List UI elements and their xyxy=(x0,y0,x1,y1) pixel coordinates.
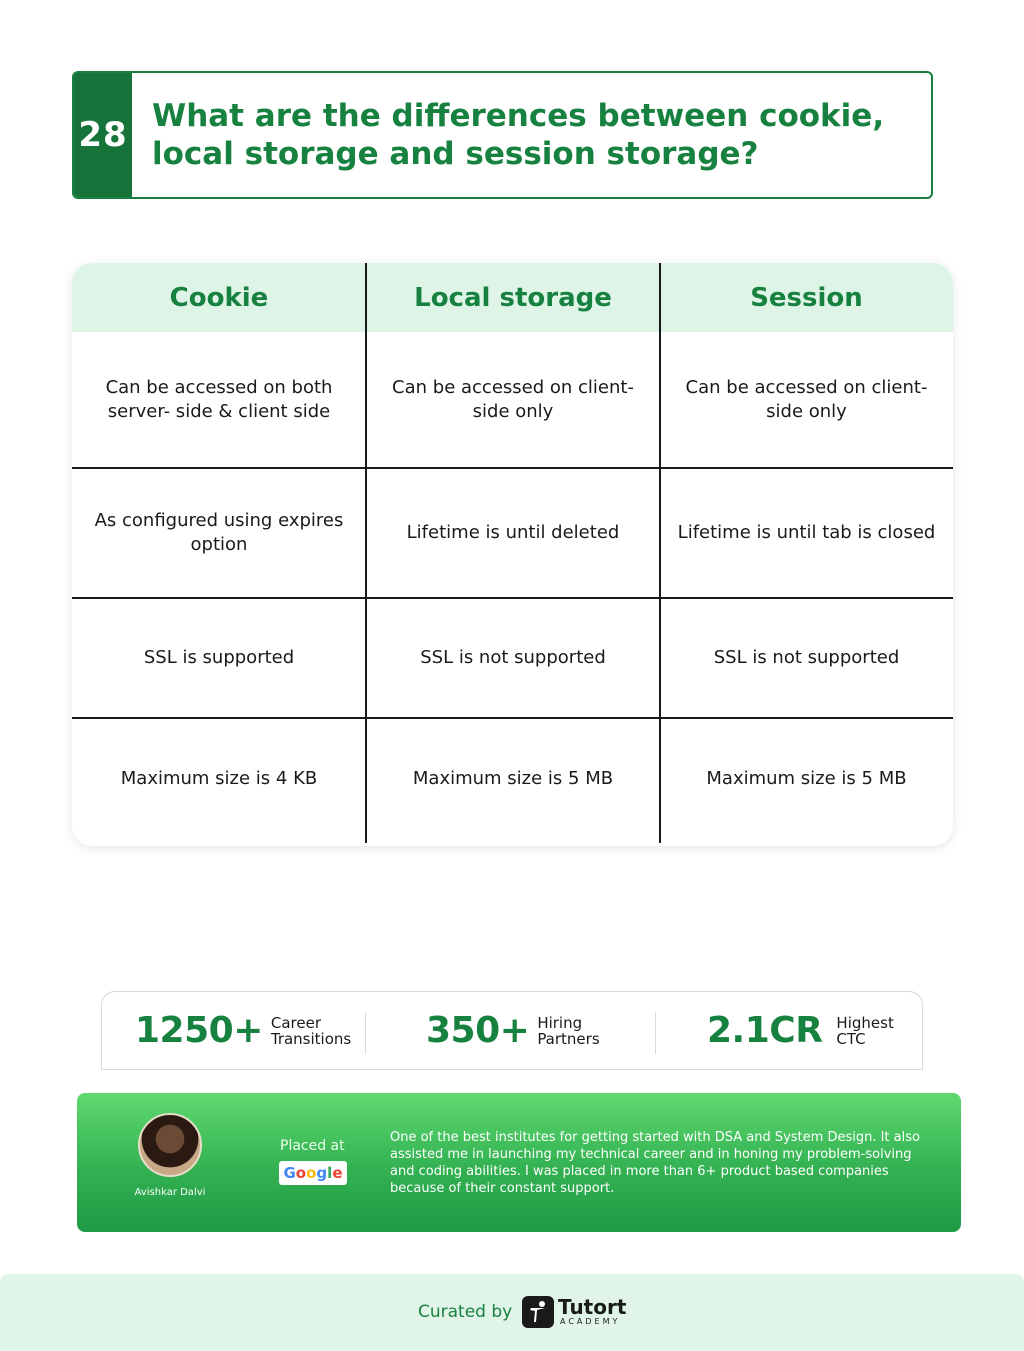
stat-label-line: Highest xyxy=(836,1013,894,1032)
google-logo-letter: e xyxy=(332,1164,343,1182)
header-cookie: Cookie xyxy=(169,282,269,313)
table-cell: SSL is not supported xyxy=(420,647,606,668)
table-cell: Maximum size is 5 MB xyxy=(412,768,614,789)
stat-label xyxy=(537,1015,599,1047)
testimonial-quote: One of the best institutes for getting started with DSA and System Design. It also assisted me in launching my technical career and in honing my problem-solving and coding abilities. I was placed in more than 6+ product based companies because of their constant support. xyxy=(390,1130,920,1196)
question-title: What are the differences between cookie, local storage and session storage? xyxy=(152,98,885,172)
table-cell: Can be accessed on client-side only xyxy=(392,376,634,422)
table-cell: As configured using expires option xyxy=(94,510,344,555)
table-header-row xyxy=(72,263,953,332)
header-session: Session xyxy=(750,282,863,313)
stat-label-line: Hiring xyxy=(537,1013,583,1032)
curated-by-label: Curated by xyxy=(418,1302,513,1322)
placed-at-label: Placed at xyxy=(280,1138,345,1154)
table-cell: Can be accessed on client-side only xyxy=(685,376,928,422)
stat-label-line: Career xyxy=(270,1013,321,1032)
stat-label xyxy=(836,1015,893,1047)
google-logo-letter: o xyxy=(295,1164,307,1182)
avatar xyxy=(138,1113,202,1177)
table-cell: Can be accessed on both server- side & client side xyxy=(105,376,333,422)
stat-label-line: Transitions xyxy=(270,1029,352,1048)
table-cell: Maximum size is 4 KB xyxy=(120,768,318,789)
table-cell: SSL is supported xyxy=(143,647,295,668)
stat-label-line: CTC xyxy=(836,1029,866,1048)
google-logo-letter: l xyxy=(327,1164,333,1182)
stat-divider xyxy=(655,1012,656,1054)
stat-value: 2.1CR xyxy=(707,1010,823,1051)
table-cell: Lifetime is until deleted xyxy=(406,522,620,543)
testimonial-name: Avishkar Dalvi xyxy=(134,1187,206,1198)
google-logo-letter: g xyxy=(316,1164,328,1182)
stat-value: 1250+ xyxy=(135,1010,263,1051)
stat-highest-ctc xyxy=(707,992,894,1069)
footer xyxy=(0,1274,1024,1351)
stat-career-transitions xyxy=(135,992,351,1069)
google-logo-letter: o xyxy=(306,1164,317,1182)
stat-hiring-partners xyxy=(426,992,600,1069)
comparison-table xyxy=(72,263,953,846)
brand-subtitle: ACADEMY xyxy=(560,1317,621,1326)
table-cell: Maximum size is 5 MB xyxy=(706,768,907,789)
header-local-storage: Local storage xyxy=(414,282,612,313)
table-cell: Lifetime is until tab is closed xyxy=(677,522,936,543)
stat-label xyxy=(271,1015,351,1047)
table-cell: SSL is not supported xyxy=(713,647,900,668)
testimonial-card xyxy=(77,1093,961,1232)
question-card xyxy=(72,71,933,199)
stat-value: 350+ xyxy=(426,1010,530,1051)
google-logo xyxy=(279,1161,347,1185)
stat-divider xyxy=(365,1012,366,1054)
brand-name: Tutort xyxy=(558,1295,627,1319)
google-logo-letter: G xyxy=(283,1164,296,1182)
stats-bar xyxy=(101,991,923,1070)
stat-label-line: Partners xyxy=(537,1029,600,1048)
tutort-logo-icon xyxy=(522,1296,554,1328)
question-number: 28 xyxy=(74,73,132,197)
